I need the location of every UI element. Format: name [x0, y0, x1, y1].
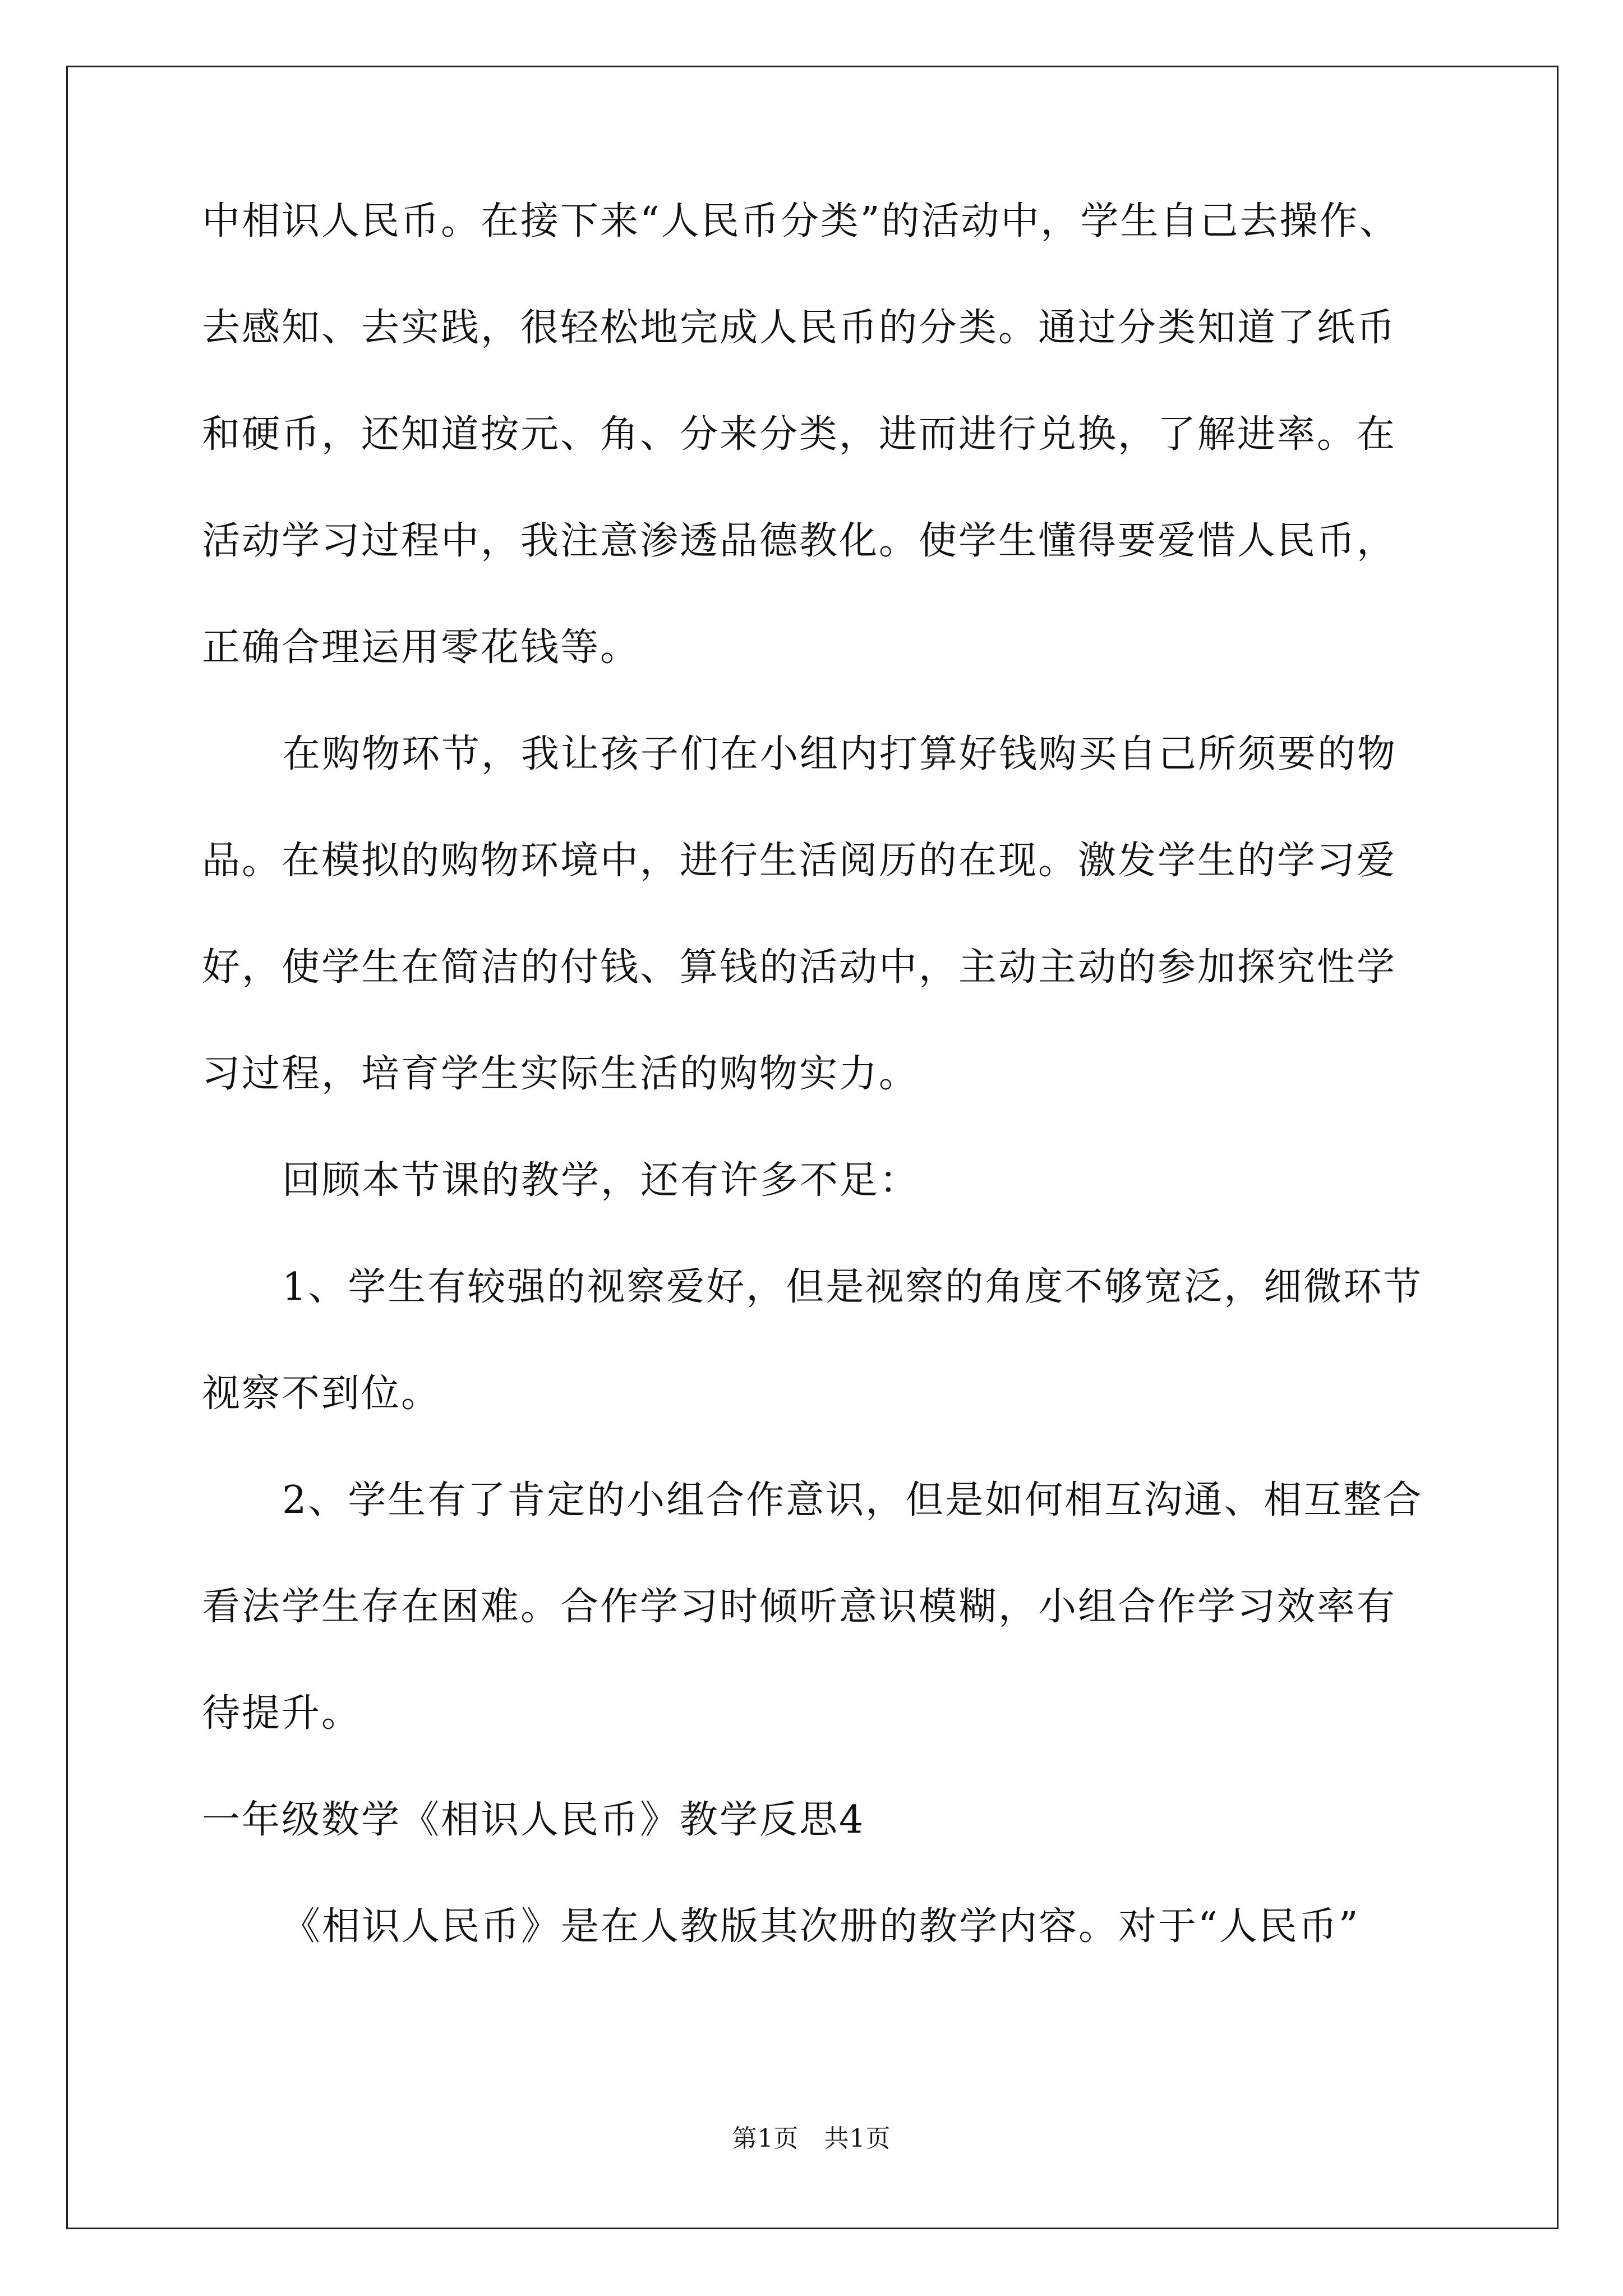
- text-line: 和硬币，还知道按元、角、分来分类，进而进行兑换，了解进率。在: [202, 412, 1397, 457]
- text-line: 习过程，培育学生实际生活的购物实力。: [202, 1052, 919, 1096]
- text-line: 活动学习过程中，我注意渗透品德教化。使学生懂得要爱惜人民币，: [202, 519, 1397, 563]
- text-line: 正确合理运用零花钱等。: [202, 625, 640, 670]
- text-line: 去感知、去实践，很轻松地完成人民币的分类。通过分类知道了纸币: [202, 306, 1397, 350]
- text-line: 品。在模拟的购物环境中，进行生活阅历的在现。激发学生的学习爱: [202, 839, 1397, 883]
- text-line: 1、学生有较强的视察爱好，但是视察的角度不够宽泛，细微环节: [282, 1265, 1423, 1309]
- text-line: 好，使学生在简洁的付钱、算钱的活动中，主动主动的参加探究性学: [202, 945, 1397, 990]
- text-line: 2、学生有了肯定的小组合作意识，但是如何相互沟通、相互整合: [282, 1478, 1423, 1522]
- text-line: 视察不到位。: [202, 1372, 441, 1416]
- text-line: 中相识人民币。在接下来“人民币分类”的活动中，学生自己去操作、: [202, 199, 1399, 243]
- section-heading: 一年级数学《相识人民币》教学反思4: [202, 1798, 865, 1842]
- text-line: 回顾本节课的教学，还有许多不足：: [282, 1158, 920, 1203]
- text-line: 待提升。: [202, 1691, 362, 1736]
- text-line: 在购物环节，我让孩子们在小组内打算好钱购买自己所须要的物: [282, 732, 1398, 776]
- text-line: 看法学生存在困难。合作学习时倾听意识模糊，小组合作学习效率有: [202, 1585, 1397, 1629]
- text-line: 《相识人民币》是在人教版其次册的教学内容。对于“人民币”: [282, 1904, 1360, 1949]
- page-footer: 第1页 共1页: [732, 2124, 891, 2153]
